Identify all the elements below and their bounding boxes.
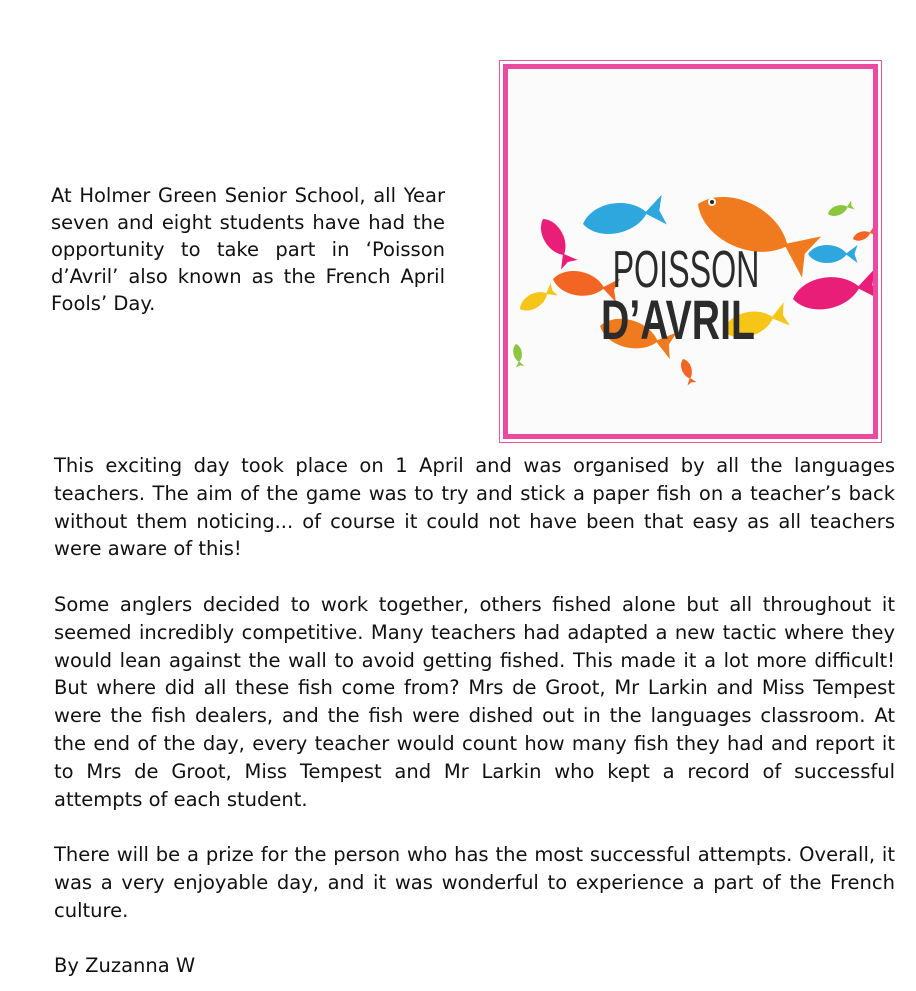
fish-green-right: [826, 200, 854, 218]
intro-paragraph: At Holmer Green Senior School, all Year seven and eight students have had the opportunity to take part in ‘Poisson d’Avril’ also known as the French April Fools’ Day.: [51, 184, 445, 315]
fish-blue-top: [580, 195, 666, 239]
article-body: [54, 452, 895, 980]
fish-blue-right: [808, 245, 858, 263]
fish-orange-right: [852, 227, 873, 243]
poisson-davril-image: [499, 60, 882, 443]
fish-green-left: [512, 343, 524, 367]
paragraph-1: This exciting day took place on 1 April and was organised by all the languages teachers. The aim of the game was to try and stick a paper fish on a teacher’s back without them noticing... of course it could not have been that easy as all teachers were aware of this!: [54, 454, 895, 561]
fish-illustration: [508, 69, 873, 434]
fish-yellow-left: [516, 283, 557, 315]
image-title-line2: D’AVRIL: [601, 289, 755, 352]
paragraph-2: Some anglers decided to work together, others fished alone but all throughout it seemed incredibly competitive. Many teachers had adapted a new tactic where they would lean against the wall to avoid getting fished. This made it a lot more difficult! But where did all these fish come from? Mrs de Groot, Mr Larkin and Miss Tempest were the fish dealers, and the fish were dished out in the languages classroom. At the end of the day, every teacher would count how many fish they had and report it to Mrs de Groot, Miss Tempest and Mr Larkin who kept a record of successful attempts of each student.: [54, 592, 895, 811]
fish-pink-right: [790, 269, 873, 315]
image-title-line1: POISSON: [612, 241, 760, 300]
image-pink-border: [503, 64, 878, 439]
fish-pink-left: [535, 214, 578, 269]
fish-orange-tiny: [678, 357, 696, 385]
author-signature: By Zuzanna W: [54, 954, 196, 978]
paragraph-3: There will be a prize for the person who has the most successful attempts. Overall, it was a very enjoyable day, and it was wonderful to experience a part of the French culture.: [54, 843, 895, 922]
